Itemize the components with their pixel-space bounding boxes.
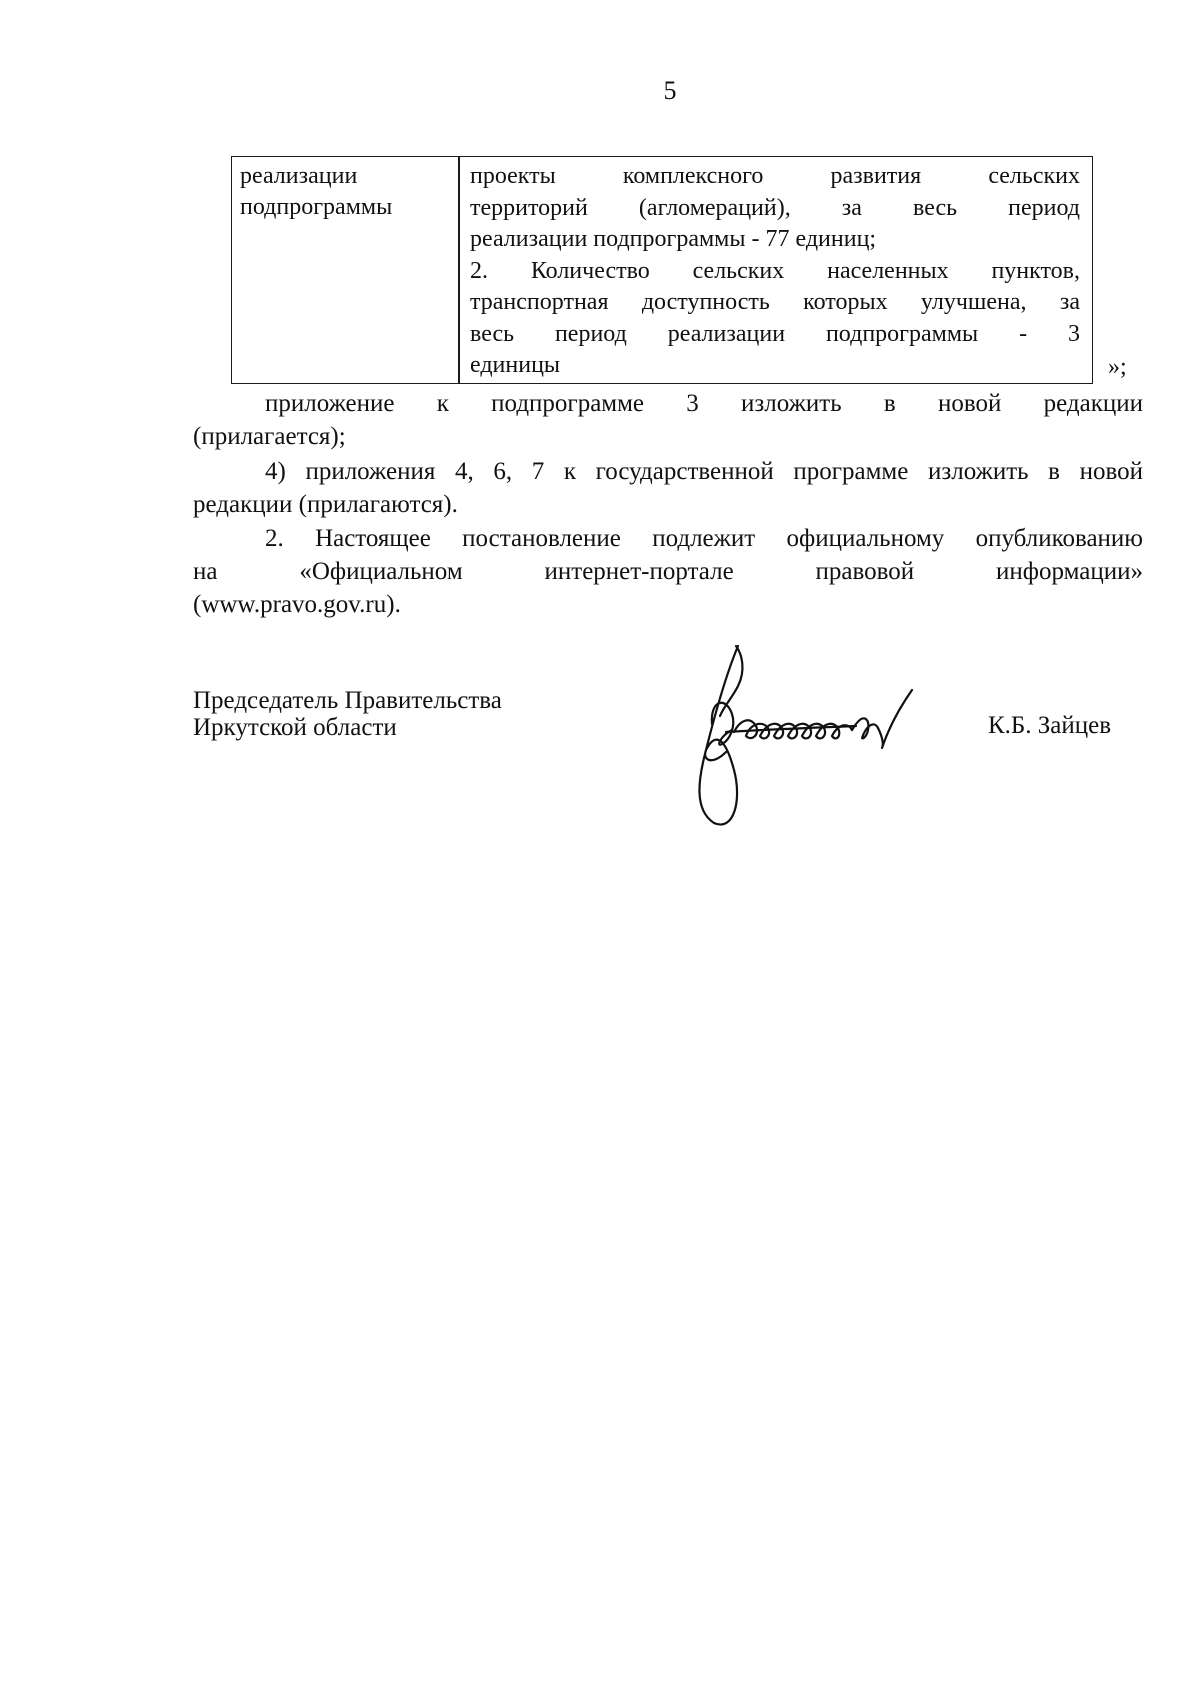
- right-cell-line: проекты комплексного развития сельских: [470, 163, 1080, 189]
- right-cell-line: 2. Количество сельских населенных пунктов,: [470, 257, 1080, 284]
- closing-quote: »;: [1108, 354, 1127, 380]
- right-cell-line: территорий (агломераций), за весь период: [470, 194, 1080, 221]
- paragraph-publication: [193, 522, 1143, 621]
- paragraph-line: приложение к подпрограмме 3 изложить в новой редакции: [265, 390, 1143, 417]
- left-cell-line: подпрограммы: [240, 194, 393, 220]
- signatory-title: [193, 687, 502, 741]
- handwritten-signature: [676, 640, 956, 830]
- paragraph-line: редакции (прилагаются).: [193, 491, 458, 518]
- signatory-title-line: Председатель Правительства: [193, 687, 502, 714]
- right-cell-line: весь период реализации подпрограммы - 3: [470, 320, 1080, 347]
- right-cell-line: реализации подпрограммы - 77 единиц;: [470, 226, 877, 252]
- right-cell-line: транспортная доступность которых улучшена, за: [470, 289, 1080, 315]
- paragraph-line: (www.pravo.gov.ru).: [193, 591, 401, 618]
- table-left-cell: [240, 161, 450, 223]
- paragraph-line: (прилагается);: [193, 423, 346, 450]
- paragraph-line: 4) приложения 4, 6, 7 к государственной программе изложить в новой: [265, 458, 1143, 485]
- paragraph-line: 2. Настоящее постановление подлежит официальному опубликованию: [265, 525, 1143, 552]
- left-cell-line: реализации: [240, 163, 358, 189]
- paragraph-appendices-4-6-7: [193, 455, 1143, 521]
- program-indicators-table: [231, 156, 1093, 384]
- signatory-title-line: Иркутской области: [193, 714, 397, 741]
- page-number: 5: [663, 76, 677, 105]
- signatory-name: К.Б. Зайцев: [988, 712, 1112, 739]
- paragraph-appendix-3: [193, 387, 1143, 453]
- table-right-cell: [470, 161, 1080, 382]
- right-cell-line: единицы: [470, 352, 561, 378]
- paragraph-line: на «Официальном интернет-портале правовой информации»: [193, 558, 1143, 585]
- table-column-divider: [458, 157, 460, 383]
